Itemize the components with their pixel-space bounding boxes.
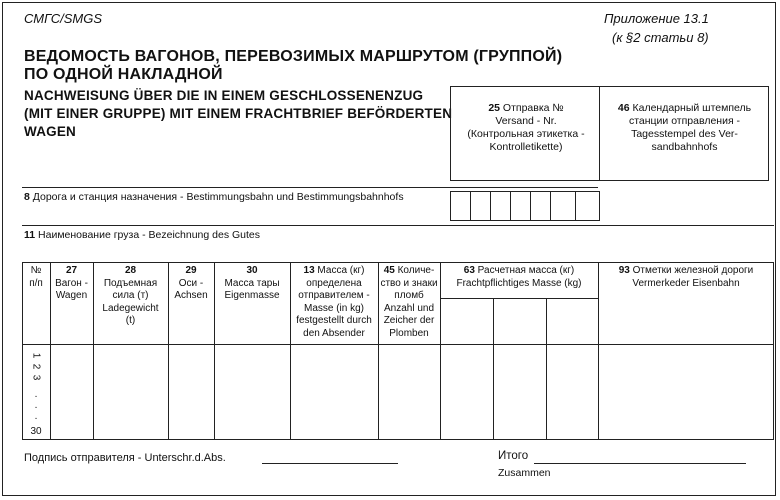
col-header-wagon: 27 Вагон - Wagen [55, 265, 88, 301]
appendix-label: Приложение 13.1 [604, 11, 709, 26]
col-header-axles: 29 Оси - Achsen [174, 265, 208, 301]
field-11-top-line [22, 225, 774, 226]
col-header-tare-mass: 30 Масса тары Eigenmasse [224, 265, 280, 301]
col-header-chargeable-mass: 63 Расчетная масса (кг) Frachtpflichtiges Masse (kg) [456, 265, 582, 289]
code-box-divider [530, 191, 531, 221]
row-number: 1 [30, 352, 42, 359]
col-header-row-number: № п/п [29, 265, 43, 289]
total-line[interactable] [534, 463, 746, 464]
total-label-de: Zusammen [498, 467, 551, 479]
title-ru-line2: ПО ОДНОЙ НАКЛАДНОЙ [24, 66, 223, 83]
row-number: . [34, 411, 38, 422]
appendix-reference: (к §2 статьи 8) [612, 30, 709, 45]
row-number: 3 [30, 374, 42, 381]
field-11-label: 11 Наименование груза - Bezeichnung des Gutes [24, 229, 261, 241]
row-number: . [34, 389, 38, 400]
field-8-label: 8 Дорога и станция назначения - Bestimmungsbahn und Bestimmungsbahnhofs [24, 191, 404, 203]
col-header-load-capacity: 28 Подъемная сила (т) Ladegewicht (t) [102, 265, 159, 326]
col-63-subheader-line [440, 298, 598, 299]
total-label: Итого [498, 450, 529, 462]
signature-label: Подпись отправителя - Unterschr.d.Abs. [24, 452, 226, 464]
form-code: СМГС/SMGS [24, 11, 102, 26]
row-number: 30 [30, 426, 42, 437]
row-number: . [34, 400, 38, 411]
title-de-line2: (MIT EINER GRUPPE) MIT EINEM FRACHTBRIEF BEFÖRDERTEN [24, 106, 453, 121]
row-number-column [28, 350, 44, 436]
box-25-label: 25 Отправка № Versand - Nr. (Контрольная этикетка - Kontrolletikette) [467, 102, 585, 153]
title-ru-line1: ВЕДОМОСТЬ ВАГОНОВ, ПЕРЕВОЗИМЫХ МАРШРУТОМ (ГРУППОЙ) [24, 48, 563, 65]
destination-code-box[interactable] [450, 191, 600, 221]
col-63-subdivider [546, 298, 547, 440]
code-box-divider [470, 191, 471, 221]
col-header-sender-mass: 13 Масса (кг) определена отправителем - Masse (in kg) festgestellt durch den Absender [296, 265, 372, 339]
title-de-line1: NACHWEISUNG ÜBER DIE IN EINEM GESCHLOSSENENZUG [24, 88, 424, 103]
table-header-separator [22, 344, 774, 345]
signature-line[interactable] [262, 463, 398, 464]
title-de-line3: WAGEN [24, 124, 77, 139]
code-box-divider [575, 191, 576, 221]
code-box-divider [510, 191, 511, 221]
box-46-label: 46 Календарный штемпель станции отправления - Tagesstempel des Ver- sandbahnhofs [617, 102, 752, 153]
col-header-seals: 45 Количе- ство и знаки пломб Anzahl und Zeicher der Plomben [380, 265, 438, 339]
code-box-divider [490, 191, 491, 221]
code-box-divider [550, 191, 551, 221]
col-header-railway-notes: 93 Отметки железной дороги Vermerkeder Eisenbahn [618, 265, 754, 289]
row-number: 2 [30, 363, 42, 370]
col-63-subdivider [493, 298, 494, 440]
field-8-top-line [22, 187, 598, 188]
